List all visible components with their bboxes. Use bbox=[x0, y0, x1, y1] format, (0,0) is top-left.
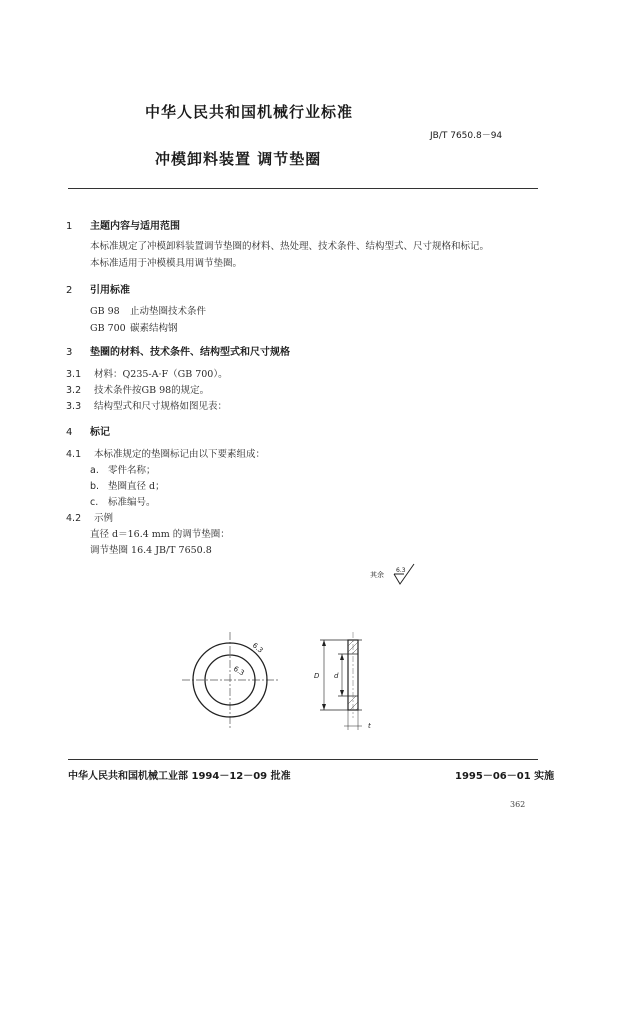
page-number: 362 bbox=[510, 800, 526, 809]
example-line-1: 直径 d＝16.4 mm 的调节垫圈： bbox=[90, 529, 230, 540]
clause-text: 示例 bbox=[94, 513, 114, 524]
section-2-heading bbox=[66, 281, 130, 296]
reference-name: 止动垫圈技术条件 bbox=[130, 306, 207, 317]
dim-label-d: d bbox=[334, 672, 339, 680]
section-2-number: 2 bbox=[66, 285, 73, 296]
header-divider bbox=[68, 188, 538, 189]
implementation-line: 1995－06－01 实施 bbox=[455, 771, 555, 782]
clause-text: 技术条件按GB 98的规定。 bbox=[94, 385, 210, 396]
section-3-number: 3 bbox=[66, 347, 73, 358]
section-3-heading bbox=[66, 343, 290, 358]
element-c bbox=[90, 494, 156, 508]
reference-item bbox=[90, 303, 206, 317]
clause-number: 4.1 bbox=[66, 449, 82, 460]
footer-divider bbox=[68, 759, 538, 760]
clause-text: 材料：Q235-A·F（GB 700）。 bbox=[94, 369, 228, 380]
example-line-2: 调节垫圈 16.4 JB/T 7650.8 bbox=[90, 545, 212, 556]
standard-title: 中华人民共和国机械行业标准 bbox=[145, 103, 354, 121]
clause-number: 3.3 bbox=[66, 401, 82, 412]
clause-3-1 bbox=[66, 366, 228, 380]
section-4-heading bbox=[66, 423, 110, 438]
element-letter: c. bbox=[90, 497, 99, 508]
document-title: 冲模卸料装置 调节垫圈 bbox=[155, 150, 322, 168]
section-1-title: 主题内容与适用范围 bbox=[90, 221, 180, 232]
svg-text:6.3: 6.3 bbox=[232, 664, 246, 678]
element-b bbox=[90, 478, 165, 492]
element-text: 垫圈直径 d； bbox=[108, 481, 165, 492]
section-2-title: 引用标准 bbox=[90, 285, 130, 296]
clause-4-1 bbox=[66, 446, 265, 460]
approval-line: 中华人民共和国机械工业部 1994－12－09 批准 bbox=[68, 771, 291, 782]
section-4-title: 标记 bbox=[90, 427, 110, 438]
washer-front-view bbox=[180, 630, 280, 730]
section-1-heading bbox=[66, 217, 180, 232]
dim-label-t: t bbox=[368, 722, 371, 730]
element-text: 标准编号。 bbox=[108, 497, 156, 508]
reference-name: 碳素结构钢 bbox=[130, 323, 178, 334]
clause-number: 4.2 bbox=[66, 513, 82, 524]
clause-number: 3.2 bbox=[66, 385, 82, 396]
element-text: 零件名称； bbox=[108, 465, 156, 476]
element-a bbox=[90, 462, 156, 476]
roughness-value: 6.3 bbox=[396, 567, 406, 574]
element-letter: a. bbox=[90, 465, 99, 476]
dim-label-D: D bbox=[314, 672, 320, 680]
clause-3-2 bbox=[66, 382, 209, 396]
reference-item bbox=[90, 320, 178, 334]
clause-number: 3.1 bbox=[66, 369, 82, 380]
reference-code: GB 98 bbox=[90, 306, 120, 317]
section-1-line-2: 本标准适用于冲模模具用调节垫圈。 bbox=[90, 258, 243, 269]
washer-section-view bbox=[310, 630, 380, 740]
roughness-symbol-icon bbox=[390, 560, 420, 590]
section-1-number: 1 bbox=[66, 221, 73, 232]
section-4-number: 4 bbox=[66, 427, 73, 438]
roughness-label: 其余 bbox=[370, 571, 384, 579]
clause-text: 结构型式和尺寸规格如图见表： bbox=[94, 401, 228, 412]
element-letter: b. bbox=[90, 481, 100, 492]
standard-code: JB/T 7650.8－94 bbox=[430, 131, 503, 141]
reference-code: GB 700 bbox=[90, 323, 126, 334]
section-3-title: 垫圈的材料、技术条件、结构型式和尺寸规格 bbox=[90, 347, 290, 358]
clause-text: 本标准规定的垫圈标记由以下要素组成： bbox=[94, 449, 266, 460]
clause-4-2 bbox=[66, 510, 113, 524]
svg-text:6.3: 6.3 bbox=[250, 641, 265, 655]
section-1-line-1: 本标准规定了冲模卸料装置调节垫圈的材料、热处理、技术条件、结构型式、尺寸规格和标记。 bbox=[90, 241, 490, 252]
clause-3-3 bbox=[66, 398, 227, 412]
